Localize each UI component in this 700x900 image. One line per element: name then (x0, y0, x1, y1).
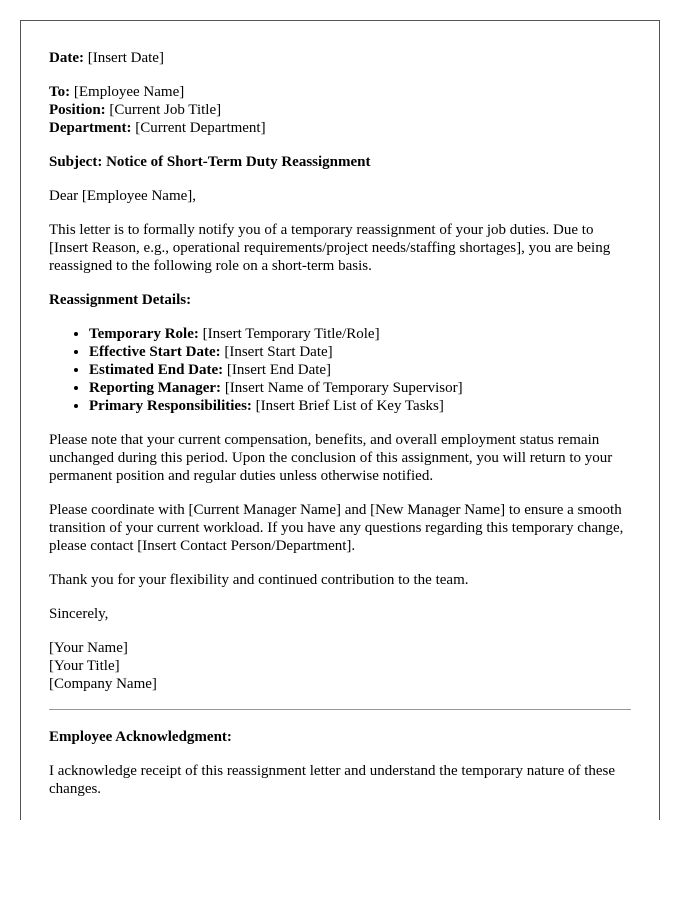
compensation-paragraph: Please note that your current compensation, benefits, and overall employment status remain unchanged during this period. Upon the conclusion of this assignment, you will return to your permanent position and regular duties unless otherwise notified. (49, 432, 613, 484)
date-line (49, 49, 631, 67)
list-item (89, 325, 631, 343)
detail-label: Reporting Manager: (89, 380, 222, 396)
detail-label: Effective Start Date: (89, 344, 221, 360)
detail-label: Estimated End Date: (89, 362, 224, 378)
position-value: [Current Job Title] (109, 102, 222, 118)
signature-company: [Company Name] (49, 676, 157, 692)
department-value: [Current Department] (135, 120, 266, 136)
detail-value: [Insert Brief List of Key Tasks] (255, 398, 444, 414)
position-line (49, 101, 631, 119)
thanks-paragraph: Thank you for your flexibility and continued contribution to the team. (49, 572, 469, 588)
signature-title: [Your Title] (49, 658, 120, 674)
salutation: Dear [Employee Name], (49, 188, 197, 204)
details-heading: Reassignment Details: (49, 292, 192, 308)
position-label: Position: (49, 102, 106, 118)
list-item (89, 379, 631, 397)
detail-value: [Insert Name of Temporary Supervisor] (224, 380, 463, 396)
letter-page (20, 20, 660, 820)
letter-content (21, 21, 659, 798)
acknowledgment-text: I acknowledge receipt of this reassignment letter and understand the temporary nature of these changes. (49, 763, 616, 797)
department-line (49, 119, 631, 137)
details-list (49, 325, 631, 415)
list-item (89, 343, 631, 361)
subject-line: Subject: Notice of Short-Term Duty Reassignment (49, 154, 371, 170)
detail-value: [Insert Start Date] (224, 344, 333, 360)
to-label: To: (49, 84, 71, 100)
detail-value: [Insert Temporary Title/Role] (202, 326, 380, 342)
date-value: [Insert Date] (87, 50, 164, 66)
to-line (49, 83, 631, 101)
list-item (89, 361, 631, 379)
coordinate-paragraph: Please coordinate with [Current Manager Name] and [New Manager Name] to ensure a smooth transition of your current workload. If you have any questions regarding this temporary change, please contact [Insert Contact Person/Department]. (49, 502, 624, 554)
date-label: Date: (49, 50, 84, 66)
department-label: Department: (49, 120, 132, 136)
detail-label: Primary Responsibilities: (89, 398, 252, 414)
signature-block (49, 639, 631, 693)
list-item (89, 397, 631, 415)
detail-label: Temporary Role: (89, 326, 199, 342)
signature-name: [Your Name] (49, 640, 128, 656)
closing: Sincerely, (49, 606, 109, 622)
section-divider (49, 709, 631, 710)
intro-paragraph: This letter is to formally notify you of a temporary reassignment of your job duties. Due to [Insert Reason, e.g., operational requirements/project needs/staffing shortages], you are being reassigned to the following role on a short-term basis. (49, 222, 611, 274)
acknowledgment-heading: Employee Acknowledgment: (49, 729, 232, 745)
recipient-block (49, 83, 631, 137)
to-value: [Employee Name] (73, 84, 185, 100)
detail-value: [Insert End Date] (226, 362, 332, 378)
